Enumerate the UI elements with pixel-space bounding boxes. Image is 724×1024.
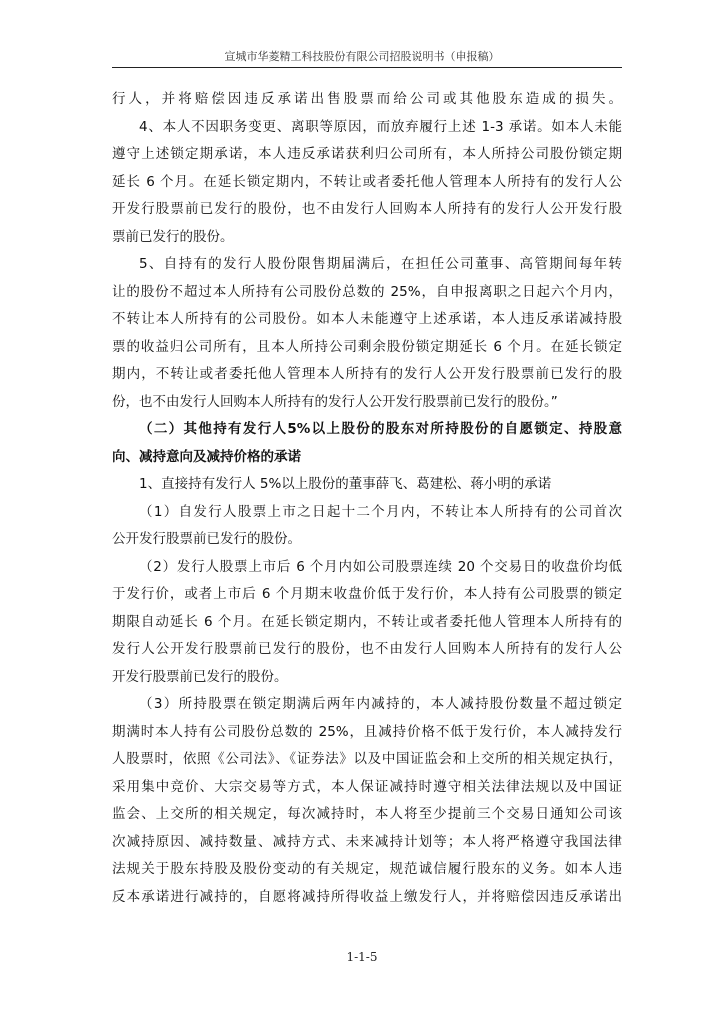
body-line: 次减持原因、减持数量、减持方式、未来减持计划等；本人将严格遵守我国法律 [112,833,622,850]
body-line: 开发行股票前已发行的股份，也不由发行人回购本人所持有的发行人公开发行股 [112,201,622,217]
body-line: 票的收益归公司所有，且本人所持公司剩余股份锁定期延长 6 个月。在延长锁定 [112,338,622,355]
body-line: 4、本人不因职务变更、离职等原因，而放弃履行上述 1-3 承诺。如本人未能 [139,118,622,135]
subsection-heading: 1、直接持有发行人 5%以上股份的董事薛飞、葛建松、蒋小明的承诺 [139,476,552,492]
body-line: 遵守上述锁定期承诺，本人违反承诺获利归公司所有，本人所持公司股份锁定期 [112,146,622,162]
page-number: 1-1-5 [346,950,378,964]
body-line: 反本承诺进行减持的，自愿将减持所得收益上缴发行人，并将赔偿因违反承诺出 [112,888,622,905]
body-line: 监会、上交所的相关规定，每次减持时，本人将至少提前三个交易日通知公司该 [112,806,622,822]
section-heading: （二）其他持有发行人5%以上股份的股东对所持股份的自愿锁定、持股意 [139,421,622,437]
body-line: 行人，并将赔偿因违反承诺出售股票而给公司或其他股东造成的损失。 [112,91,622,107]
body-line: 法规关于股东持股及股份变动的有关规定，规范诚信履行股东的义务。如本人违 [112,861,622,877]
document-body [112,86,622,911]
body-line: 让的股份不超过本人所持有公司股份总数的 25%，自申报离职之日起六个月内， [112,283,622,300]
body-line: 发行人公开发行股票前已发行的股份，也不由发行人回购本人所持有的发行人公 [112,641,622,657]
body-line: 5、自持有的发行人股份限售期届满后，在担任公司董事、高管期间每年转 [139,256,622,272]
body-line: （2）发行人股票上市后 6 个月内如公司股票连续 20 个交易日的收盘价均低 [139,558,622,575]
body-line: 期满时本人持有公司股份总数的 25%，且减持价格不低于发行价，本人减持发行 [112,723,622,740]
body-line: （1）自发行人股票上市之日起十二个月内，不转让本人所持有的公司首次 [139,503,622,520]
body-line: 人股票时，依照《公司法》、《证券法》以及中国证监会和上交所的相关规定执行， [112,751,622,767]
body-line: 份，也不由发行人回购本人所持有的发行人公开发行股票前已发行的股份。” [112,393,558,410]
body-line: 采用集中竞价、大宗交易等方式，本人保证减持时遵守相关法律法规以及中国证 [112,778,622,795]
header-divider [112,67,622,68]
body-line: 开发行股票前已发行的股份。 [112,668,288,685]
body-line: （3）所持股票在锁定期满后两年内减持的，本人减持股份数量不超过锁定 [139,696,622,712]
section-heading: 向、减持意向及减持价格的承诺 [112,448,301,465]
body-line: 延长 6 个月。在延长锁定期内，不转让或者委托他人管理本人所持有的发行人公 [112,173,622,190]
page-header-title: 宣城市华菱精工科技股份有限公司招股说明书（申报稿） [224,50,500,63]
body-line: 公开发行股票前已发行的股份。 [112,531,301,547]
body-line: 票前已发行的股份。 [112,228,234,245]
body-line: 期限自动延长 6 个月。在延长锁定期内，不转让或者委托他人管理本人所持有的 [112,613,622,630]
body-line: 不转让本人所持有的公司股份。如本人未能遵守上述承诺，本人违反承诺减持股 [112,311,622,327]
body-line: 于发行价，或者上市后 6 个月期末收盘价低于发行价，本人持有公司股票的锁定 [112,586,622,602]
body-line: 期内，不转让或者委托他人管理本人所持有的发行人公开发行股票前已发行的股 [112,366,622,382]
